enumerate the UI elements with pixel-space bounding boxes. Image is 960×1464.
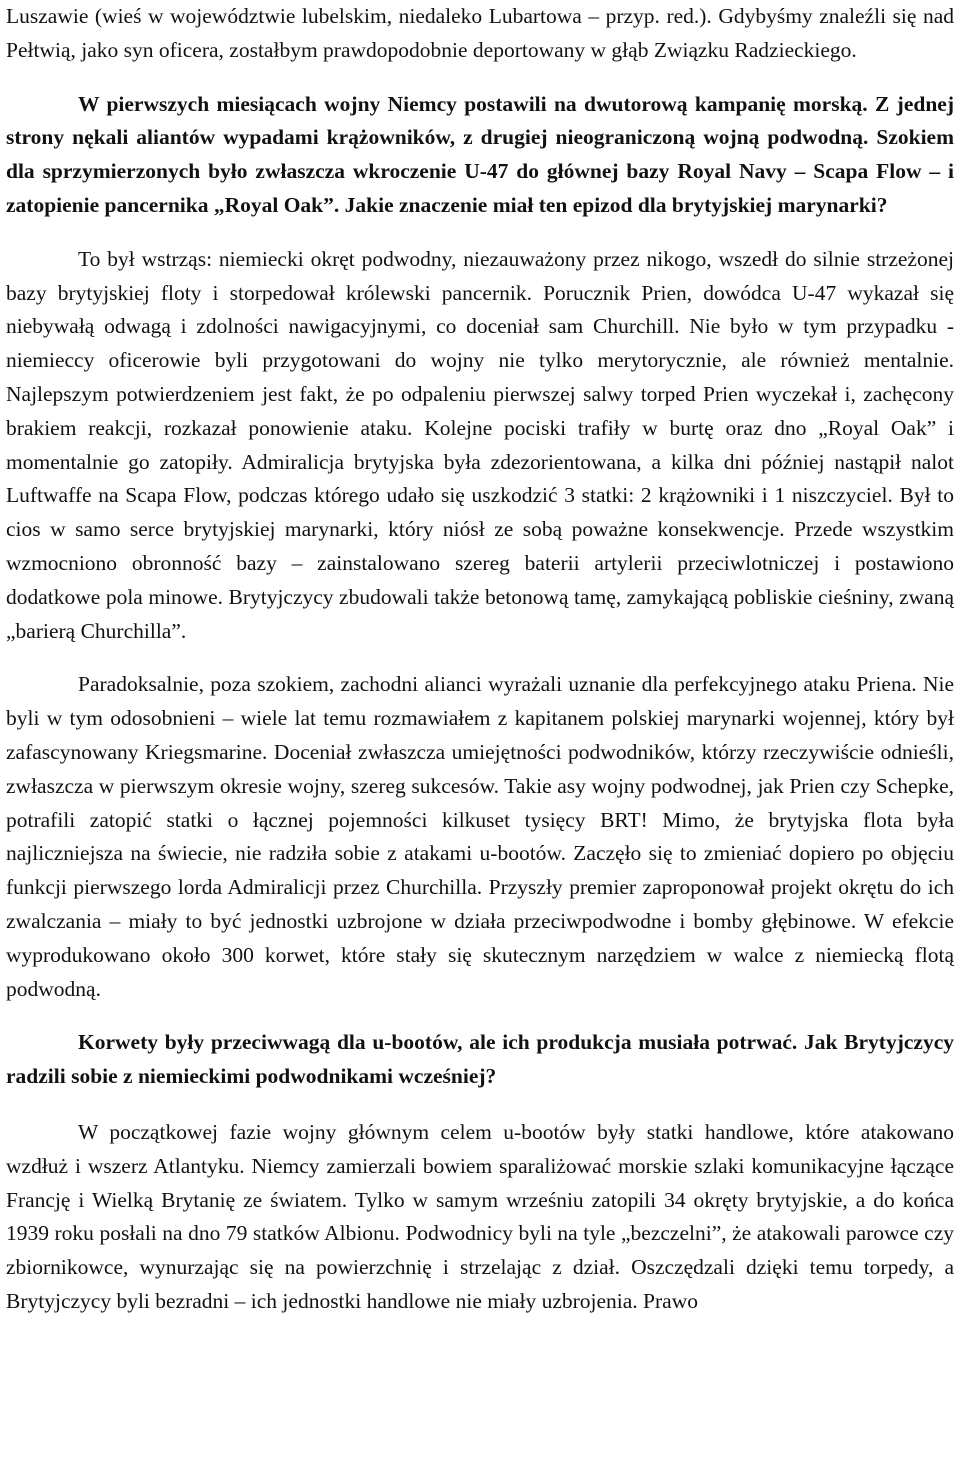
answer-paragraph-continuation: Luszawie (wieś w województwie lubelskim, niedaleko Lubartowa – przyp. red.). Gdybyśmy znaleźli się nad Pełtwią, jako syn oficera, zostałbym prawdopodobnie deportowany w głąb Związku Radzieckiego. bbox=[6, 4, 954, 62]
answer-paragraph-1: To był wstrząs: niemiecki okręt podwodny, niezauważony przez nikogo, wszedł do silnie strzeżonej bazy brytyjskiej floty i storpedował królewski pancernik. Porucznik Prien, dowódca U-47 wykazał się niebywałą odwagą i zdolności nawigacyjnymi, co doceniał sam Churchill. Nie było w tym przypadku - niemieccy oficerowie byli przygotowani do wojny nie tylko merytorycznie, ale również mentalnie. Najlepszym potwierdzeniem jest fakt, że po odpaleniu pierwszej salwy torped Prien wyczekał i, zachęcony brakiem reakcji, rozkazał ponowienie ataku. Kolejne pociski trafiły w burtę oraz dno „Royal Oak” i momentalnie go zatopiły. Admiralicja brytyjska była zdezorientowana, a kilka dni później nastąpił nalot Luftwaffe na Scapa Flow, podczas którego udało się uszkodzić 3 statki: 2 krążowniki i 1 niszczyciel. Był to cios w samo serce brytyjskiej marynarki, który niósł ze sobą poważne konsekwencje. Przede wszystkim wzmocniono obronność bazy – zainstalowano szereg baterii artylerii przeciwlotniczej i postawiono dodatkowe pola minowe. Brytyjczycy zbudowali także betonową tamę, zamykającą pobliskie cieśniny, zwaną „barierą Churchilla”. bbox=[6, 246, 954, 643]
interview-question-1: W pierwszych miesiącach wojny Niemcy postawili na dwutorową kampanię morską. Z jednej strony nękali aliantów wypadami krążowników, z drugiej nieograniczoną wojną podwodną. Szokiem dla sprzymierzonych było zwłaszcza wkroczenie U-47 do głównej bazy Royal Navy – Scapa Flow – i zatopienie pancernika „Royal Oak”. Jakie znaczenie miał ten epizod dla brytyjskiej marynarki? bbox=[6, 91, 954, 217]
answer-paragraph-2: Paradoksalnie, poza szokiem, zachodni alianci wyrażali uznanie dla perfekcyjnego ataku Priena. Nie byli w tym odosobnieni – wiele lat temu rozmawiałem z kapitanem polskiej marynarki wojennej, który był zafascynowany Kriegsmarine. Doceniał zwłaszcza umiejętności podwodników, którzy rzeczywiście odnieśli, zwłaszcza w pierwszym okresie wojny, szereg sukcesów. Takie asy wojny podwodnej, jak Prien czy Schepke, potrafili zatopić statki o łącznej pojemności kilkuset tysięcy BRT! Mimo, że brytyjska flota była najliczniejsza na świecie, nie radziła sobie z atakami u-bootów. Zaczęło się to zmieniać dopiero po objęciu funkcji pierwszego lorda Admiralicji przez Churchilla. Przyszły premier zaproponował projekt okrętu do ich zwalczania – miały to być jednostki uzbrojone w działa przeciwpodwodne i bomby głębinowe. W efekcie wyprodukowano około 300 korwet, które stały się skutecznym narzędziem w walce z niemiecką flotą podwodną. bbox=[6, 672, 954, 1001]
answer-paragraph-3: W początkowej fazie wojny głównym celem u-bootów były statki handlowe, które atakowano wzdłuż i wszerz Atlantyku. Niemcy zamierzali bowiem sparaliżować morskie szlaki komunikacyjne łączące Francję i Wielką Brytanię ze światem. Tylko w samym wrześniu zatopili 34 okręty brytyjskie, a do końca 1939 roku posłali na dno 79 statków Albionu. Podwodnicy byli na tyle „bezczelni”, że atakowali parowce czy zbiornikowce, wynurzając się na powierzchnię i strzelając z dział. Oszczędzali dzięki temu torpedy, a Brytyjczycy byli bezradni – ich jednostki handlowe nie miały uzbrojenia. Prawo bbox=[6, 1119, 954, 1313]
interview-question-2: Korwety były przeciwwagą dla u-bootów, ale ich produkcja musiała potrwać. Jak Brytyjczycy radzili sobie z niemieckimi podwodnikami wcześniej? bbox=[6, 1030, 954, 1089]
